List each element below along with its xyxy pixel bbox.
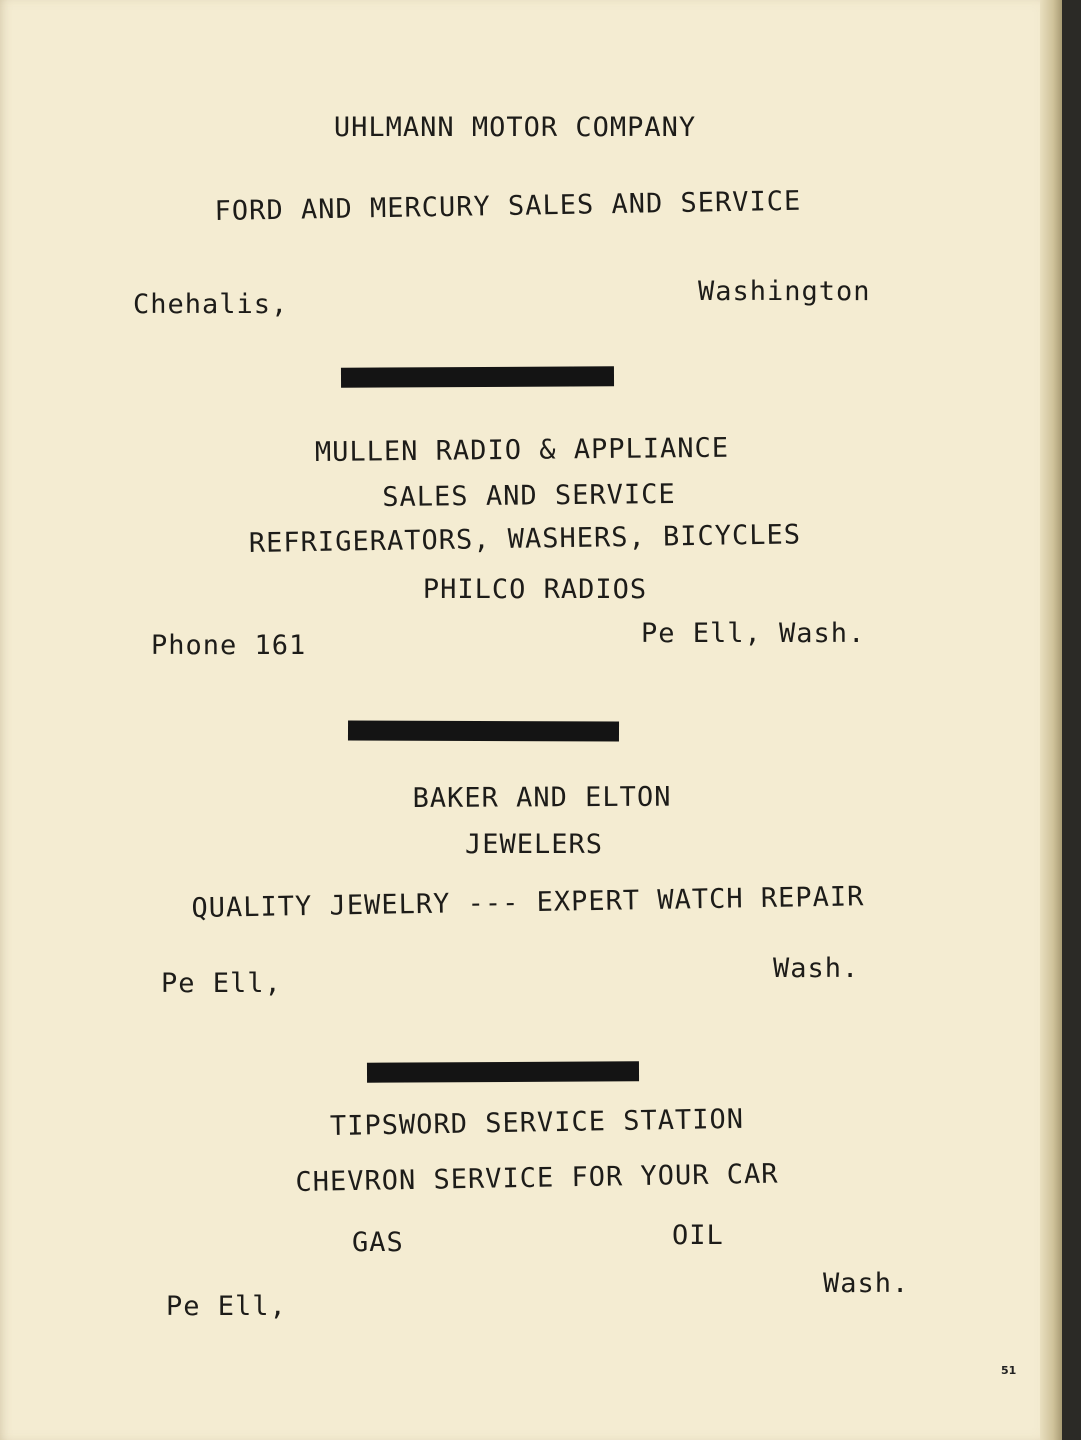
ad-state: Wash. bbox=[773, 953, 860, 984]
ad-line: PHILCO RADIOS bbox=[422, 574, 648, 605]
divider-bar bbox=[341, 366, 614, 387]
ad-location: Pe Ell, Wash. bbox=[641, 618, 866, 649]
ad-state: Wash. bbox=[823, 1268, 910, 1299]
ad-tagline: FORD AND MERCURY SALES AND SERVICE bbox=[214, 185, 802, 227]
ad-oil: OIL bbox=[672, 1220, 724, 1251]
ad-line: CHEVRON SERVICE FOR YOUR CAR bbox=[295, 1158, 779, 1198]
page-number: 51 bbox=[1001, 1364, 1017, 1377]
ad-title: UHLMANN MOTOR COMPANY bbox=[333, 112, 697, 143]
ad-state: Washington bbox=[698, 276, 871, 307]
ad-city: Pe Ell, bbox=[166, 1291, 287, 1322]
ad-line: JEWELERS bbox=[464, 829, 604, 860]
page-edge bbox=[1040, 0, 1062, 1440]
ad-city: Pe Ell, bbox=[161, 968, 282, 999]
ad-title: MULLEN RADIO & APPLIANCE bbox=[314, 432, 730, 468]
ad-city: Chehalis, bbox=[133, 289, 289, 320]
ad-line: SALES AND SERVICE bbox=[382, 478, 676, 513]
divider-bar bbox=[348, 721, 619, 742]
ad-gas: GAS bbox=[352, 1227, 404, 1258]
ad-title: TIPSWORD SERVICE STATION bbox=[329, 1103, 745, 1142]
divider-bar bbox=[367, 1061, 639, 1082]
ad-phone: Phone 161 bbox=[151, 630, 307, 661]
ad-line: QUALITY JEWELRY --- EXPERT WATCH REPAIR bbox=[191, 881, 865, 924]
ad-line: REFRIGERATORS, WASHERS, BICYCLES bbox=[248, 519, 802, 559]
ad-title: BAKER AND ELTON bbox=[412, 781, 672, 814]
